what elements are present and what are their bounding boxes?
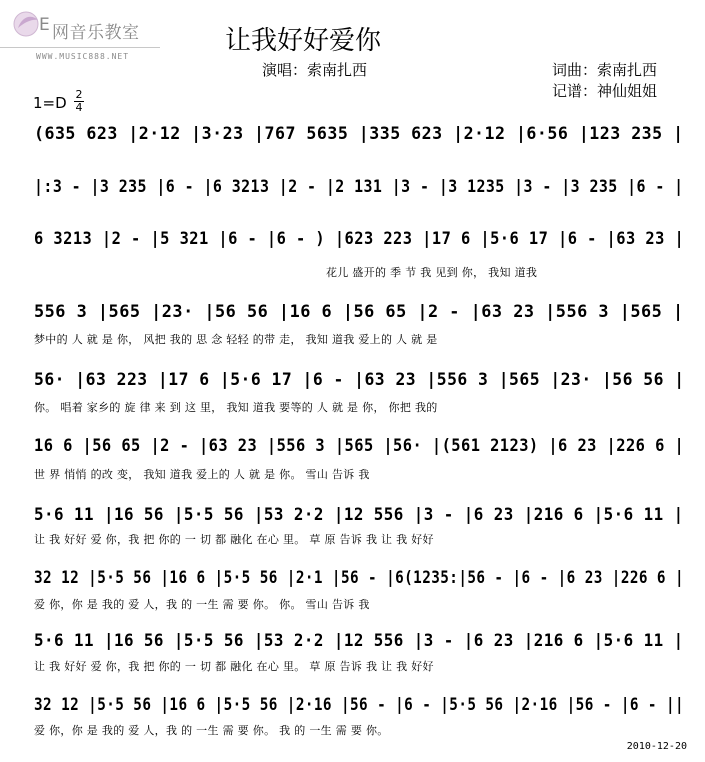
logo-name: 网音乐教室 xyxy=(52,23,140,43)
lyrics-line: 你。 唱着 家乡的 旋 律 来 到 这 里， 我知 道我 要等的 人 就 是 你， 你把 我的 xyxy=(34,401,438,414)
lyrics-line: 爱 你，你 是 我的 爱 人，我 的 一生 需 要 你。 你。 雪山 告诉 我 xyxy=(34,598,370,611)
logo-divider xyxy=(0,47,160,48)
score-row-1 xyxy=(34,124,684,158)
lyrics-line: 世 界 悄悄 的改 变， 我知 道我 爱上的 人 就 是 你。 雪山 告诉 我 xyxy=(34,468,370,481)
score-row-9 xyxy=(34,631,684,679)
notes-line: 5·6 11 |16 56 |5·5 56 |53 2·2 |12 556 |3 - |6 23 |216 6 |5·6 11 | xyxy=(34,631,684,651)
lyrics-line: 让 我 好好 爱 你，我 把 你的 一 切 都 融化 在心 里。 草 原 告诉 我 让 我 好好 xyxy=(34,533,434,546)
song-title: 让我好好爱你 xyxy=(225,26,382,56)
score-row-3 xyxy=(34,229,684,277)
logo-letter: E xyxy=(39,15,50,35)
score-row-4 xyxy=(34,302,684,350)
notes-line: 32 12 |5·5 56 |16 6 |5·5 56 |2·1 |56 - |6(1235:|56 - |6 - |6 23 |226 6 | xyxy=(34,568,685,588)
singer-credit: 演唱：索南扎西 xyxy=(262,61,368,79)
notation-credit: 记谱：神仙姐姐 xyxy=(552,82,658,100)
lyrics-line: 让 我 好好 爱 你，我 把 你的 一 切 都 融化 在心 里。 草 原 告诉 我 让 我 好好 xyxy=(34,660,434,673)
date-stamp: 2010-12-20 xyxy=(626,741,687,752)
lyrics-line: 梦中的 人 就 是 你， 风把 我的 思 念 轻轻 的带 走， 我知 道我 爱上的 人 就 是 xyxy=(34,333,438,346)
time-signature xyxy=(74,90,84,113)
notes-line: 16 6 |56 65 |2 - |63 23 |556 3 |565 |56· |(561 2123) |6 23 |226 6 | xyxy=(34,436,685,456)
notes-line: 5·6 11 |16 56 |5·5 56 |53 2·2 |12 556 |3 - |6 23 |216 6 |5·6 11 | xyxy=(34,505,684,525)
logo-badge xyxy=(8,10,50,40)
time-signature-top: 2 xyxy=(75,88,83,101)
notes-line: 32 12 |5·5 56 |16 6 |5·5 56 |2·16 |56 - |6 - |5·5 56 |2·16 |56 - |6 - || xyxy=(34,695,685,715)
notes-line: 556 3 |565 |23· |56 56 |16 6 |56 65 |2 - |63 23 |556 3 |565 | xyxy=(34,302,684,322)
composer-credit: 词曲：索南扎西 xyxy=(552,61,658,79)
score-row-2 xyxy=(34,177,684,211)
key-signature: 1=D xyxy=(33,94,67,112)
score-row-10 xyxy=(34,695,684,743)
score-row-8 xyxy=(34,568,684,616)
notes-line: |:3 - |3 235 |6 - |6 3213 |2 - |2 131 |3 - |3 1235 |3 - |3 235 |6 - | xyxy=(34,177,684,197)
score-row-7 xyxy=(34,505,684,553)
time-signature-bottom: 4 xyxy=(75,101,83,114)
logo-url: WWW.MUSIC888.NET xyxy=(36,52,130,61)
notes-line: 6 3213 |2 - |5 321 |6 - |6 - ) |623 223 |17 6 |5·6 17 |6 - |63 23 | xyxy=(34,229,685,249)
score-row-6 xyxy=(34,436,684,484)
score-row-5 xyxy=(34,370,684,418)
notes-line: 56· |63 223 |17 6 |5·6 17 |6 - |63 23 |556 3 |565 |23· |56 56 | xyxy=(34,370,685,390)
notes-line: (635 623 |2·12 |3·23 |767 5635 |335 623 |2·12 |6·56 |123 235 | xyxy=(34,124,684,144)
lyrics-line: 爱 你，你 是 我的 爱 人，我 的 一生 需 要 你。 我 的 一生 需 要 你。 xyxy=(34,724,389,737)
lyrics-line: 花儿 盛开的 季 节 我 见到 你， 我知 道我 xyxy=(326,266,538,279)
